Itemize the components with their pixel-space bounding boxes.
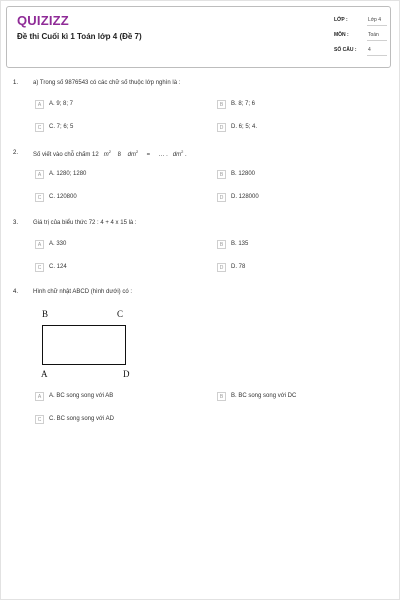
option-letter-box: B (217, 392, 226, 401)
option-letter-box: D (217, 263, 226, 272)
unit-m: m (103, 152, 109, 158)
option-text: D. 78 (231, 264, 246, 270)
number-8: 8 (117, 152, 121, 158)
option-letter-box: A (35, 100, 44, 109)
rectangle-shape (42, 325, 126, 365)
rectangle-abcd-figure (33, 306, 143, 386)
question-number: 4. (13, 289, 19, 295)
option-text: B. BC song song với DC (231, 393, 297, 399)
option-text: D. 128000 (231, 194, 259, 200)
question-number: 3. (13, 220, 19, 226)
vertex-label-c: C (117, 309, 124, 319)
option-letter-box: C (35, 193, 44, 202)
option-letter-box: D (217, 193, 226, 202)
meta-underline (367, 55, 387, 56)
question-number: 1. (13, 80, 19, 86)
option-letter-box: A (35, 170, 44, 179)
option-text: C. 120800 (49, 194, 77, 200)
blank-dots: … . (158, 152, 168, 158)
option-letter-box: D (217, 123, 226, 132)
option-text: B. 8; 7; 6 (231, 101, 256, 107)
option-text: C. BC song song với AD (49, 416, 114, 422)
trailing-period: . (185, 152, 187, 158)
equals-sign: = (146, 152, 151, 158)
option-letter-box: C (35, 263, 44, 272)
option-text: A. 1280; 1280 (49, 171, 87, 177)
question-text: Giá trị của biểu thức 72 : 4 + 4 x 15 là : (33, 220, 137, 226)
meta-value: Lớp 4 (368, 17, 382, 23)
unit-dm: dm (127, 152, 136, 158)
option-text: C. 7; 6; 5 (49, 124, 74, 130)
exponent: 2 (108, 149, 111, 154)
meta-underline (367, 25, 387, 26)
meta-value: Toán (368, 32, 379, 38)
option-text: C. 124 (49, 264, 67, 270)
meta-value: 4 (368, 47, 371, 53)
option-letter-box: B (217, 100, 226, 109)
option-letter-box: B (217, 240, 226, 249)
vertex-label-a: A (41, 369, 48, 379)
meta-label: MÔN : (334, 32, 349, 38)
exponent: 2 (136, 149, 139, 154)
unit-dm: dm (172, 152, 182, 158)
option-text: A. 330 (49, 241, 67, 247)
question-number: 2. (13, 150, 19, 156)
quizizz-logo: QUIZIZZ (17, 13, 69, 28)
option-text: B. 12800 (231, 171, 256, 177)
option-text: B. 135 (231, 241, 249, 247)
meta-label: LỚP : (334, 17, 348, 23)
option-text: A. 9; 8; 7 (49, 101, 74, 107)
option-letter-box: A (35, 392, 44, 401)
meta-underline (367, 40, 387, 41)
option-text: D. 6; 5; 4. (231, 124, 258, 130)
question-text: a) Trong số 9876543 có các chữ số thuộc lớp nghìn là : (33, 80, 181, 86)
question-text (33, 149, 187, 158)
vertex-label-b: B (42, 309, 49, 319)
vertex-label-d: D (123, 369, 130, 379)
option-letter-box: A (35, 240, 44, 249)
question-text-prefix: Số viết vào chỗ chấm 12 (33, 152, 99, 158)
option-text: A. BC song song với AB (49, 393, 114, 399)
option-letter-box: C (35, 123, 44, 132)
exponent: 2 (181, 149, 184, 154)
option-letter-box: B (217, 170, 226, 179)
option-letter-box: C (35, 415, 44, 424)
question-text: Hình chữ nhật ABCD (hình dưới) có : (33, 289, 133, 295)
meta-label: SỐ CÂU : (334, 47, 357, 53)
exam-title: Đề thi Cuối kì 1 Toán lớp 4 (Đề 7) (17, 32, 142, 41)
